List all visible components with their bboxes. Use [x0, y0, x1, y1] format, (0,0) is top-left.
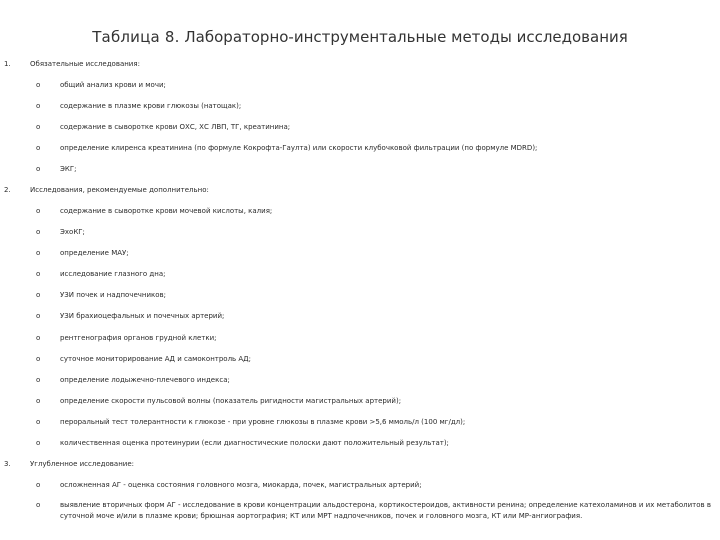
- section-heading: Исследования, рекомендуемые дополнительно:: [30, 186, 209, 194]
- list-item-text: выявление вторичных форм АГ - исследование в крови концентрации альдостерона, кортикостероидов, активности ренина; определение катехоламинов и их метаболитов в суточной моче и/или в плазме крови; брюшная аортография; КТ или МРТ надпочечников, почек и головного мозга, КТ или МР-ангиография.: [60, 501, 711, 520]
- bullet-icon: o: [36, 228, 41, 236]
- list-item-text: ЭКГ;: [60, 165, 77, 173]
- bullet-icon: o: [36, 102, 41, 110]
- bullet-icon: o: [36, 270, 41, 278]
- list-item-text: общий анализ крови и мочи;: [60, 81, 166, 89]
- bullet-icon: o: [36, 312, 41, 320]
- list-item-text: определение МАУ;: [60, 249, 129, 257]
- list-item-text: содержание в сыворотке крови мочевой кислоты, калия;: [60, 207, 273, 215]
- section-number: 3.: [4, 460, 11, 468]
- bullet-icon: o: [36, 397, 41, 405]
- list-item-text: количественная оценка протеинурии (если диагностические полоски дают положительный результат);: [60, 439, 449, 447]
- section-number: 1.: [4, 60, 11, 68]
- list-item-text: УЗИ почек и надпочечников;: [60, 291, 167, 299]
- list-item-text: пероральный тест толерантности к глюкозе - при уровне глюкозы в плазме крови >5,6 ммоль/л (100 мг/дл);: [60, 418, 466, 426]
- list-item-text: исследование глазного дна;: [60, 270, 166, 278]
- bullet-icon: o: [36, 334, 41, 342]
- list-item-text: рентгенография органов грудной клетки;: [60, 334, 217, 342]
- title-rest: Лабораторно-инструментальные методы исследования: [179, 28, 628, 46]
- bullet-icon: o: [36, 249, 41, 257]
- bullet-icon: o: [36, 291, 41, 299]
- bullet-icon: o: [36, 418, 41, 426]
- list-item-text: осложненная АГ - оценка состояния головного мозга, миокарда, почек, магистральных артерий;: [60, 481, 422, 489]
- list-item-text: ЭхоКГ;: [60, 228, 85, 236]
- list-item-text: определение скорости пульсовой волны (показатель ригидности магистральных артерий);: [60, 397, 402, 405]
- list-item-text: определение клиренса креатинина (по формуле Кокрофта-Гаулта) или скорости клубочковой фильтрации (по формуле MDRD);: [60, 144, 538, 152]
- bullet-icon: o: [36, 481, 41, 489]
- list-item-text: содержание в плазме крови глюкозы (натощак);: [60, 102, 242, 110]
- bullet-icon: o: [36, 355, 41, 363]
- bullet-icon: o: [36, 165, 41, 173]
- section-heading: Обязательные исследования:: [30, 60, 140, 68]
- title-lead: Таблица 8.: [92, 28, 180, 46]
- bullet-icon: o: [36, 501, 41, 509]
- page-title: [0, 28, 720, 46]
- section-heading: Углубленное исследование:: [30, 460, 134, 468]
- bullet-icon: o: [36, 144, 41, 152]
- bullet-icon: o: [36, 439, 41, 447]
- list-item-text: УЗИ брахиоцефальных и почечных артерий;: [60, 312, 225, 320]
- bullet-icon: o: [36, 81, 41, 89]
- section-number: 2.: [4, 186, 11, 194]
- bullet-icon: o: [36, 376, 41, 384]
- bullet-icon: o: [36, 207, 41, 215]
- list-item-text: определение лодыжечно-плечевого индекса;: [60, 376, 230, 384]
- list-item-text: суточное мониторирование АД и самоконтроль АД;: [60, 355, 252, 363]
- list-item-text: содержание в сыворотке крови ОХС, ХС ЛВП, ТГ, креатинина;: [60, 123, 291, 131]
- bullet-icon: o: [36, 123, 41, 131]
